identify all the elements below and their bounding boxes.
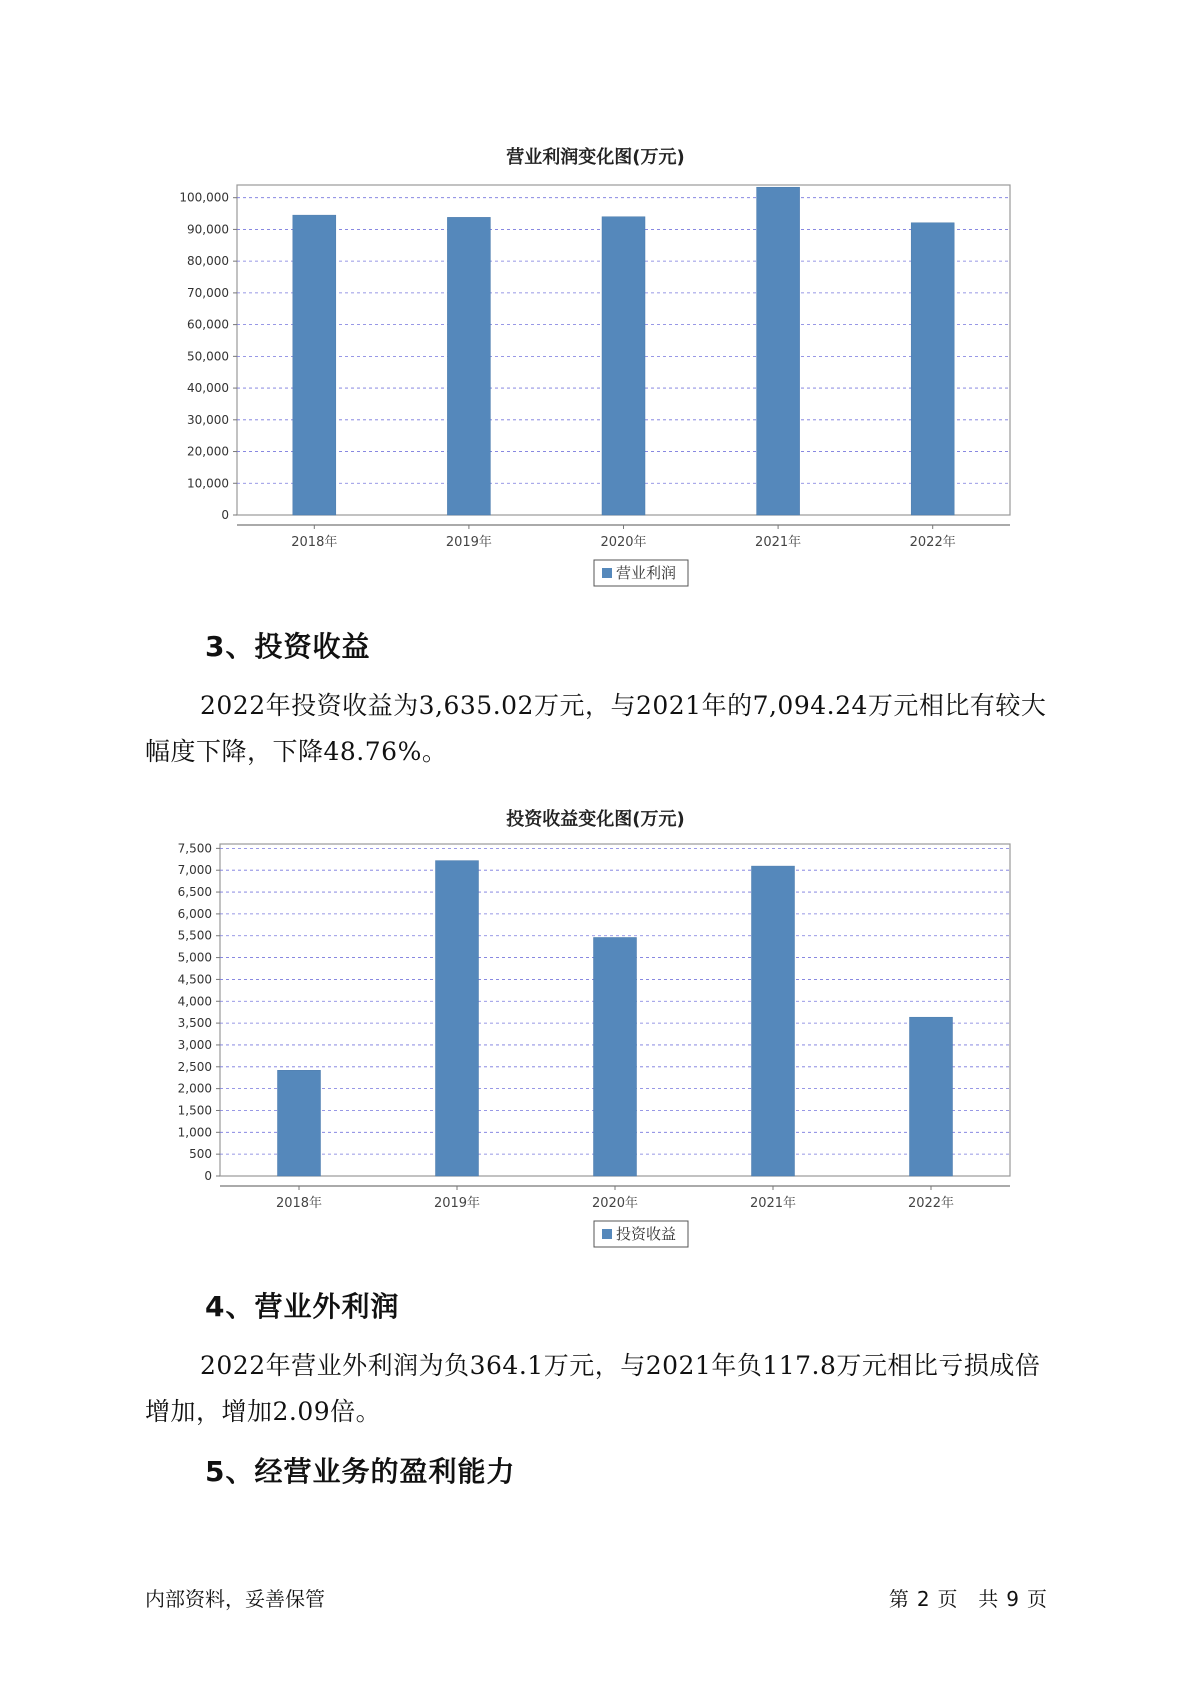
y-tick-label: 0 [204, 1169, 212, 1183]
y-tick-label: 20,000 [187, 444, 229, 459]
y-tick-label: 50,000 [187, 349, 229, 364]
x-tick-label: 2022年 [909, 535, 956, 550]
legend-label: 营业利润 [616, 564, 677, 582]
section4-heading: 4、营业外利润 [205, 1290, 400, 1323]
section3-paragraph: 2022年投资收益为3,635.02万元，与2021年的7,094.24万元相比有较大幅度下降，下降48.76%。 [145, 691, 1047, 766]
x-tick-label: 2019年 [433, 1196, 481, 1211]
y-tick-label: 1,000 [177, 1125, 212, 1140]
y-tick-label: 4,000 [177, 994, 212, 1009]
x-tick-label: 2021年 [749, 1196, 797, 1211]
bar [602, 217, 645, 515]
x-tick-label: 2022年 [907, 1196, 955, 1211]
chart2-title: 投资收益变化图(万元) [506, 809, 685, 830]
y-tick-label: 6,000 [177, 906, 212, 921]
legend-swatch [602, 1229, 612, 1239]
bar [447, 217, 490, 515]
x-tick-label: 2018年 [291, 535, 338, 550]
y-tick-label: 1,500 [177, 1103, 212, 1118]
x-tick-label: 2020年 [600, 535, 647, 550]
y-tick-label: 90,000 [187, 222, 229, 237]
page-total: 9 [1006, 1587, 1019, 1611]
x-tick-label: 2018年 [275, 1196, 323, 1211]
section4-paragraph: 2022年营业外利润为负364.1万元，与2021年负117.8万元相比亏损成倍增加，增加2.09倍。 [145, 1351, 1041, 1426]
x-tick-label: 2020年 [591, 1196, 639, 1211]
y-tick-label: 7,000 [177, 863, 212, 878]
section5-heading: 5、经营业务的盈利能力 [205, 1455, 516, 1488]
x-tick-label: 2019年 [445, 535, 492, 550]
legend-swatch [602, 568, 612, 578]
y-tick-label: 5,500 [177, 928, 212, 943]
y-tick-label: 2,500 [177, 1059, 212, 1074]
y-tick-label: 500 [189, 1147, 212, 1162]
operating-profit-chart [0, 170, 1191, 590]
section3-heading: 3、投资收益 [205, 630, 371, 663]
page-mid: 页 [937, 1587, 958, 1611]
bar [910, 1017, 953, 1176]
y-tick-label: 6,500 [177, 885, 212, 900]
bar [293, 215, 336, 515]
x-tick-label: 2021年 [755, 535, 802, 550]
y-tick-label: 7,500 [177, 841, 212, 856]
y-tick-label: 30,000 [187, 412, 229, 427]
bar [911, 223, 954, 515]
y-tick-label: 0 [221, 508, 229, 522]
y-tick-label: 70,000 [187, 285, 229, 300]
investment-income-chart [0, 830, 1191, 1250]
y-tick-label: 3,000 [177, 1037, 212, 1052]
bar [752, 866, 795, 1176]
legend-label: 投资收益 [616, 1225, 677, 1243]
y-tick-label: 3,500 [177, 1016, 212, 1031]
y-tick-label: 2,000 [177, 1081, 212, 1096]
y-tick-label: 100,000 [179, 190, 229, 205]
y-tick-label: 4,500 [177, 972, 212, 987]
chart1-title: 营业利润变化图(万元) [506, 147, 685, 168]
y-tick-label: 60,000 [187, 317, 229, 332]
page-total-prefix: 共 [978, 1587, 999, 1611]
bar [757, 187, 800, 515]
bar [436, 861, 479, 1176]
page-prefix: 第 [888, 1587, 909, 1611]
y-tick-label: 40,000 [187, 381, 229, 396]
page-current: 2 [916, 1587, 930, 1611]
y-tick-label: 80,000 [187, 254, 229, 269]
y-tick-label: 10,000 [187, 476, 229, 491]
page-suffix: 页 [1027, 1587, 1047, 1611]
bar [594, 937, 637, 1176]
footer-page-number [885, 1583, 1051, 1612]
bar [278, 1070, 321, 1176]
y-tick-label: 5,000 [177, 950, 212, 965]
footer-confidential-note: 内部资料，妥善保管 [145, 1587, 325, 1611]
